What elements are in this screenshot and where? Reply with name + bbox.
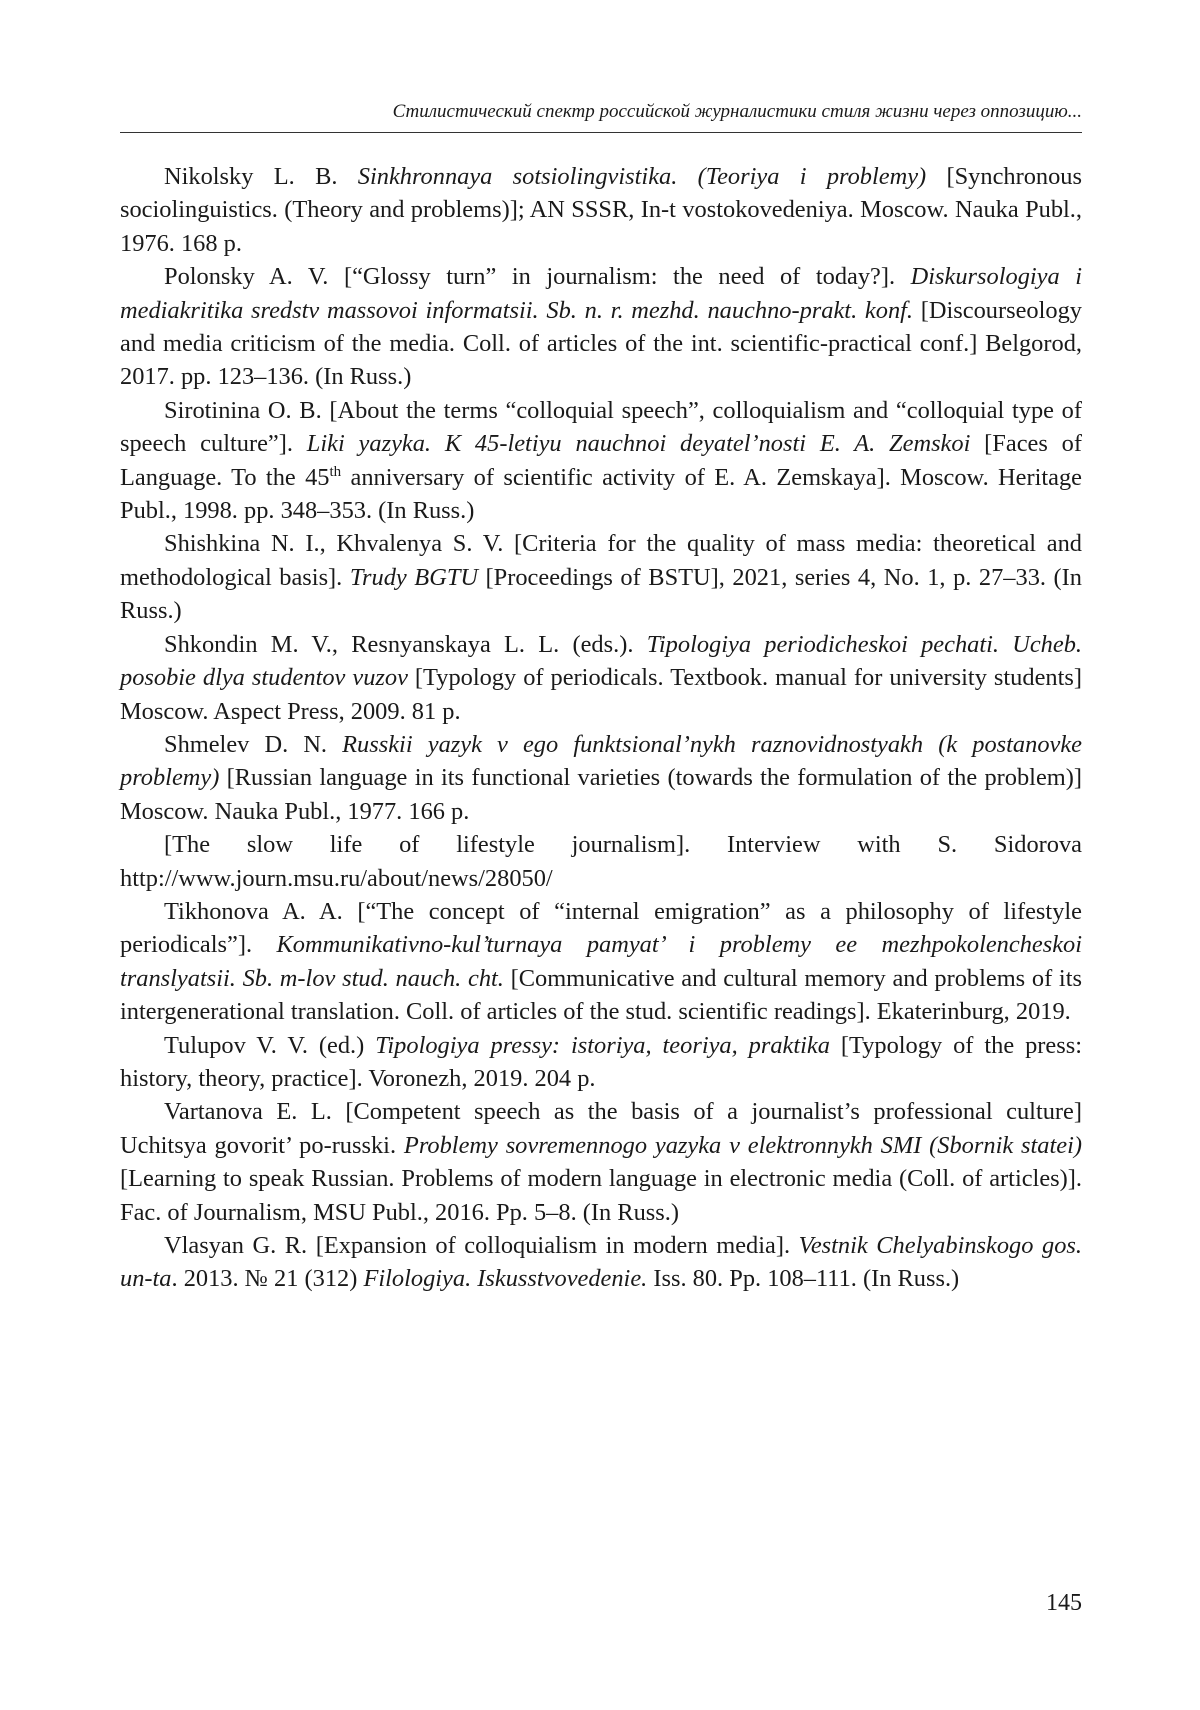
reference-item: Tikhonova A. A. [“The concept of “internal emigration” as a philosophy of lifestyle periodicals”]. Kommunikativno-kul’turnaya pamyat’ i problemy ee mezhpokolencheskoi translyatsii. Sb. m-lov stud. nauch. cht. [Communicative and cultural memory and problems of its intergenerational translation. Coll. of articles of the stud. scientific readings]. Ekaterinburg, 2019. [120,897,1082,1026]
reference-item: [The slow life of lifestyle journalism]. Interview with S. Sidorova http://www.journ.msu.ru/about/news/28050/ [120,831,1082,892]
reference-item: Vlasyan G. R. [Expansion of colloquialism in modern media]. Vestnik Chelyabinskogo gos. un-ta. 2013. № 21 (312) Filologiya. Iskusstvovedenie. Iss. 80. Pp. 108–111. (In Russ.) [120,1232,1082,1293]
reference-item: Polonsky A. V. [“Glossy turn” in journalism: the need of today?]. Diskursologiya i mediakritika sredstv massovoi informatsii. Sb. n. r. mezhd. nauchno-prakt. konf. [Discourseology and media criticism of the media. Coll. of articles of the int. scientific-practical conf.] Belgorod, 2017. pp. 123–136. (In Russ.) [120,263,1083,391]
reference-item: Shmelev D. N. Russkii yazyk v ego funktsional’nykh raznovidnostyakh (k postanovke problemy) [Russian language in its functional varieties (towards the formulation of the problem)] Moscow. Nauka Publ., 1977. 166 p. [120,730,1082,825]
running-title: Стилистический спектр российской журналистики стиля жизни через оппозицию... [392,101,1082,122]
reference-item: Sirotinina O. B. [About the terms “colloquial speech”, colloquialism and “colloquial type of speech culture”]. Liki yazyka. K 45-letiyu nauchnoi deyatel’nosti E. A. Zemskoi [Faces of Language. To the 45th anniversary of scientific activity of E. A. Zemskaya]. Moscow. Heritage Publ., 1998. pp. 348–353. (In Russ.) [120,396,1082,525]
running-header [120,100,1082,133]
reference-item: Vartanova E. L. [Competent speech as the basis of a journalist’s professional culture] Uchitsya govorit’ po-russki. Problemy sovremennogo yazyka v elektronnykh SMI (Sbornik statei) [Learning to speak Russian. Problems of modern language in electronic media (Coll. of articles)]. Fac. of Journalism, MSU Publ., 2016. Pp. 5–8. (In Russ.) [120,1098,1082,1226]
reference-item: Shishkina N. I., Khvalenya S. V. [Criteria for the quality of mass media: theoretical and methodological basis]. Trudy BGTU [Proceedings of BSTU], 2021, series 4, No. 1, p. 27–33. (In Russ.) [120,530,1082,625]
reference-list [120,160,1082,1296]
reference-item: Shkondin M. V., Resnyanskaya L. L. (eds.). Tipologiya periodicheskoi pechati. Ucheb. posobie dlya studentov vuzov [Typology of periodicals. Textbook. manual for university students] Moscow. Aspect Press, 2009. 81 p. [120,630,1082,725]
reference-item: Tulupov V. V. (ed.) Tipologiya pressy: istoriya, teoriya, praktika [Typology of the press: history, theory, practice]. Voronezh, 2019. 204 p. [120,1031,1082,1092]
reference-item: Nikolsky L. B. Sinkhronnaya sotsiolingvistika. (Teoriya i problemy) [Synchronous sociolinguistics. (Theory and problems)]; AN SSSR, In-t vostokovedeniya. Moscow. Nauka Publ., 1976. 168 p. [120,163,1082,257]
page-number: 145 [1046,1590,1082,1616]
